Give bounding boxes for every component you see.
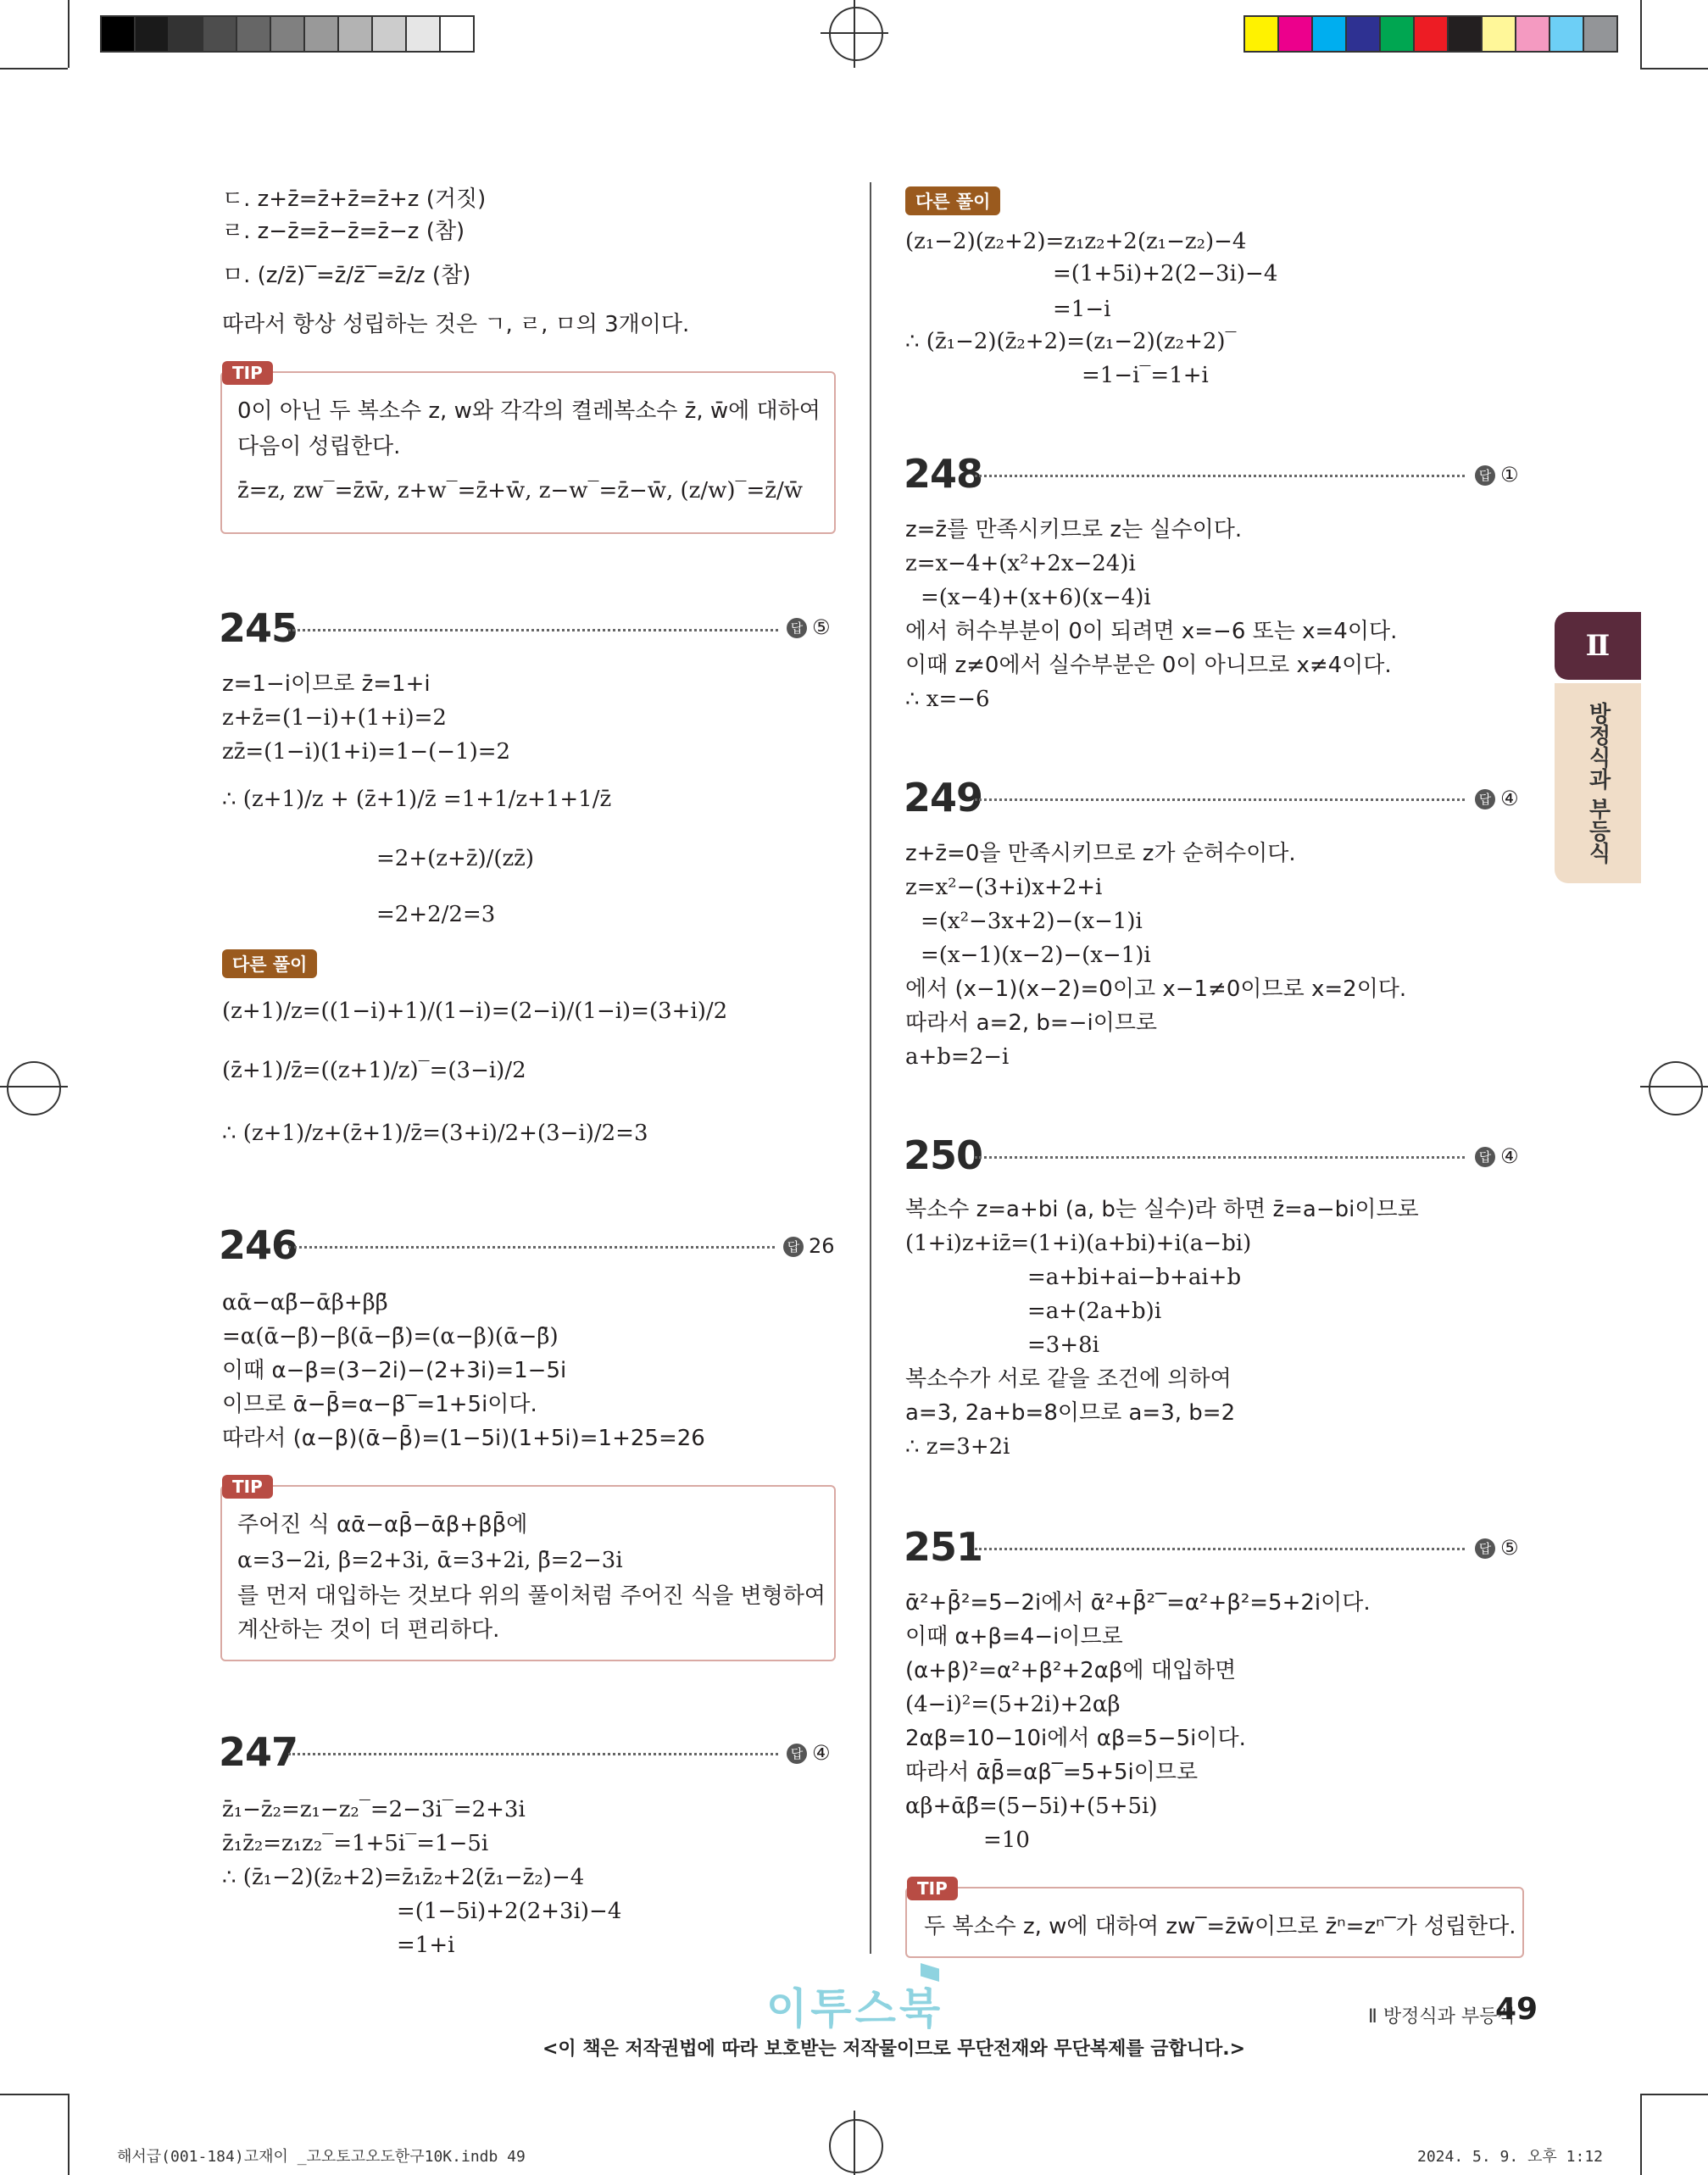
solution-line: ∴ z=3+2i <box>905 1434 1010 1460</box>
answer-value: ④ <box>1500 1144 1519 1168</box>
solution-line: =α(ᾱ−β̄)−β(ᾱ−β̄)=(α−β)(ᾱ−β̄) <box>222 1324 559 1349</box>
leader-dots <box>288 1753 778 1755</box>
registration-line <box>821 32 888 34</box>
footer-section: Ⅱ 방정식과 부등식 <box>1368 2006 1516 2028</box>
answer-value: ① <box>1500 463 1519 487</box>
problem-number: 250 <box>904 1132 983 1178</box>
answer-value: 26 <box>809 1234 835 1258</box>
solution-line: a+b=2−i <box>905 1044 1010 1070</box>
registration-mark <box>7 1061 61 1115</box>
tip-text: 를 먼저 대입하는 것보다 위의 풀이처럼 주어진 식을 변형하여 <box>237 1583 826 1609</box>
tip-text: 주어진 식 αᾱ−αβ̄−ᾱβ+ββ̄에 <box>237 1512 528 1538</box>
tip-text: 다음이 성립한다. <box>237 434 401 459</box>
publisher-logo: 이투스북 <box>766 1984 944 2033</box>
answer-value: ④ <box>1500 787 1519 810</box>
solution-line: z̄₁z̄₂=z₁z₂‾=1+5i‾=1−5i <box>222 1831 489 1856</box>
leader-dots <box>288 1246 775 1249</box>
tip-badge: TIP <box>222 1475 273 1499</box>
answer-value: ④ <box>812 1741 831 1765</box>
solution-line: 따라서 (α−β)(ᾱ−β̄)=(1−5i)(1+5i)=1+25=26 <box>222 1426 705 1451</box>
problem-number: 249 <box>904 775 983 820</box>
solution-line: =(1−5i)+2(2+3i)−4 <box>397 1899 622 1924</box>
solution-line: 이때 α+β=4−i이므로 <box>905 1624 1123 1649</box>
grayscale-calibration-bar <box>100 15 475 53</box>
solution-line: zz̄=(1−i)(1+i)=1−(−1)=2 <box>222 739 511 765</box>
crop-mark <box>1640 2094 1708 2095</box>
leader-dots <box>975 1156 1465 1159</box>
solution-line: 복소수 z=a+bi (a, b는 실수)라 하면 z̄=a−bi이므로 <box>905 1197 1419 1222</box>
intro-line-2: ㄹ. z−z̄=z̄−z̄=z̄−z (참) <box>222 219 465 244</box>
solution-line: =3+8i <box>1027 1332 1099 1358</box>
solution-line: =a+(2a+b)i <box>1027 1299 1162 1324</box>
answer-icon: 답 <box>1475 1538 1495 1559</box>
solution-line: 에서 허수부분이 0이 되려면 x=−6 또는 x=4이다. <box>905 619 1398 644</box>
crop-mark <box>1640 68 1708 70</box>
problem-number: 246 <box>219 1222 298 1268</box>
print-date: 2024. 5. 9. 오후 1:12 <box>1417 2148 1604 2166</box>
registration-line <box>854 2111 855 2175</box>
leader-dots <box>288 629 778 631</box>
crop-mark <box>1640 0 1642 68</box>
solution-line: 따라서 ᾱβ̄=αβ‾=5+5i이므로 <box>905 1760 1199 1785</box>
alt-solution-line: =1−i‾=1+i <box>1082 363 1209 388</box>
problem-number: 245 <box>219 605 298 651</box>
copyright-notice: <이 책은 저작권법에 따라 보호받는 저작물이므로 무단전재와 무단복제를 금합니다.> <box>542 2039 1246 2060</box>
solution-line: z̄₁−z̄₂=z₁−z₂‾=2−3i‾=2+3i <box>222 1797 526 1822</box>
answer-label <box>787 615 831 639</box>
intro-line-1: ㄷ. z+z̄=z̄+z̄=z̄+z (거짓) <box>222 186 487 212</box>
crop-mark <box>0 68 68 70</box>
crop-mark <box>68 2094 70 2175</box>
problem-number: 248 <box>904 451 983 497</box>
solution-line: z=x−4+(x²+2x−24)i <box>905 551 1136 576</box>
intro-line-3: ㅁ. (z/z̄)‾=z̄/z̄‾=z̄/z (참) <box>222 263 471 288</box>
solution-line: z=z̄를 만족시키므로 z는 실수이다. <box>905 517 1243 542</box>
solution-line: z=1−i이므로 z̄=1+i <box>222 671 431 697</box>
registration-mark <box>1649 1061 1703 1115</box>
solution-line: 2αβ=10−10i에서 αβ=5−5i이다. <box>905 1726 1246 1751</box>
solution-line: a=3, 2a+b=8이므로 a=3, b=2 <box>905 1400 1236 1426</box>
solution-line: =2+(z+z̄)/(zz̄) <box>376 846 535 871</box>
tip-formula: z̄̄=z, zw‾=z̄w̄, z+w‾=z̄+w̄, z−w‾=z̄−w̄, (z/w)‾=z̄/w̄ <box>237 478 804 503</box>
answer-label <box>1475 463 1519 487</box>
solution-line: ∴ (z̄₁−2)(z̄₂+2)=z̄₁z̄₂+2(z̄₁−z̄₂)−4 <box>222 1865 585 1890</box>
solution-line: ᾱ²+β̄²=5−2i에서 ᾱ²+β̄²‾=α²+β²=5+2i이다. <box>905 1590 1371 1616</box>
solution-line: z=x²−(3+i)x+2+i <box>905 875 1103 900</box>
solution-line: 이때 z≠0에서 실수부분은 0이 아니므로 x≠4이다. <box>905 653 1392 678</box>
solution-line: ∴ x=−6 <box>905 687 990 712</box>
answer-value: ⑤ <box>812 615 831 639</box>
chapter-tab-roman: Ⅱ <box>1555 612 1641 680</box>
tip-badge: TIP <box>222 361 273 385</box>
solution-line: ∴ (z+1)/z + (z̄+1)/z̄ =1+1/z+1+1/z̄ <box>222 787 612 812</box>
answer-icon: 답 <box>787 1744 807 1764</box>
registration-line <box>0 1086 68 1088</box>
chapter-tab-label: 방정식과 부등식 <box>1555 683 1641 883</box>
answer-icon: 답 <box>1475 465 1495 486</box>
solution-line: 복소수가 서로 같을 조건에 의하여 <box>905 1366 1232 1392</box>
alt-solution-line: (z̄+1)/z̄=((z+1)/z)‾=(3−i)/2 <box>222 1058 526 1083</box>
page-number: 49 <box>1495 1992 1538 2027</box>
answer-label <box>787 1741 831 1765</box>
answer-label <box>1475 1144 1519 1168</box>
tip-badge: TIP <box>907 1877 958 1900</box>
color-calibration-bar <box>1243 15 1618 53</box>
answer-label <box>783 1234 835 1258</box>
alt-solution-line: (z₁−2)(z₂+2)=z₁z₂+2(z₁−z₂)−4 <box>905 229 1247 254</box>
answer-label <box>1475 1536 1519 1560</box>
solution-line: =2+2/2=3 <box>376 902 496 927</box>
crop-mark <box>1640 2094 1642 2175</box>
solution-line: 에서 (x−1)(x−2)=0이고 x−1≠0이므로 x=2이다. <box>905 976 1407 1002</box>
alt-solution-badge: 다른 풀이 <box>222 949 317 978</box>
tip-text: α=3−2i, β=2+3i, ᾱ=3+2i, β̄=2−3i <box>237 1548 623 1573</box>
alt-solution-line: =(1+5i)+2(2−3i)−4 <box>1053 261 1278 286</box>
solution-line: (1+i)z+iz̄=(1+i)(a+bi)+i(a−bi) <box>905 1231 1252 1256</box>
solution-line: =(x−4)+(x+6)(x−4)i <box>921 585 1151 610</box>
alt-solution-line: =1−i <box>1053 297 1111 322</box>
column-divider <box>870 182 871 1954</box>
tip-text: 0이 아닌 두 복소수 z, w와 각각의 켤레복소수 z̄, w̄에 대하여 <box>237 398 821 424</box>
registration-line <box>1640 1086 1708 1088</box>
solution-line: (4−i)²=(5+2i)+2αβ <box>905 1692 1121 1717</box>
solution-line: 이때 α−β=(3−2i)−(2+3i)=1−5i <box>222 1358 567 1383</box>
registration-mark <box>829 7 883 61</box>
crop-mark <box>0 2094 68 2095</box>
tip-text: 계산하는 것이 더 편리하다. <box>237 1617 500 1643</box>
answer-icon: 답 <box>783 1237 804 1257</box>
solution-line: 이므로 ᾱ−β̄=α−β‾=1+5i이다. <box>222 1392 537 1417</box>
leader-dots <box>975 798 1465 801</box>
solution-line: z+z̄=0을 만족시키므로 z가 순허수이다. <box>905 841 1296 866</box>
registration-line <box>854 0 855 68</box>
solution-line: 따라서 a=2, b=−i이므로 <box>905 1010 1158 1036</box>
print-file-info: 해서급(001-184)고재이 _고오토고오도한구10K.indb 49 <box>117 2148 526 2166</box>
leader-dots <box>975 475 1465 477</box>
problem-number: 251 <box>904 1524 983 1570</box>
solution-line: z+z̄=(1−i)+(1+i)=2 <box>222 705 447 731</box>
intro-conclusion: 따라서 항상 성립하는 것은 ㄱ, ㄹ, ㅁ의 3개이다. <box>222 312 690 337</box>
registration-mark <box>829 2119 883 2173</box>
answer-icon: 답 <box>1475 1147 1495 1167</box>
answer-value: ⑤ <box>1500 1536 1519 1560</box>
answer-label <box>1475 787 1519 810</box>
tip-text: 두 복소수 z, w에 대하여 zw‾=z̄w̄이므로 z̄ⁿ=zⁿ‾가 성립한다. <box>924 1914 1516 1939</box>
alt-solution-badge: 다른 풀이 <box>905 186 1000 215</box>
solution-line: =(x−1)(x−2)−(x−1)i <box>921 943 1151 968</box>
answer-icon: 답 <box>787 618 807 638</box>
leader-dots <box>975 1548 1465 1550</box>
solution-line: (α+β)²=α²+β²+2αβ에 대입하면 <box>905 1658 1237 1683</box>
alt-solution-line: ∴ (z̄₁−2)(z̄₂+2)=(z₁−2)(z₂+2)‾ <box>905 329 1237 354</box>
alt-solution-line: ∴ (z+1)/z+(z̄+1)/z̄=(3+i)/2+(3−i)/2=3 <box>222 1121 648 1146</box>
problem-number: 247 <box>219 1729 298 1775</box>
solution-line: =10 <box>983 1827 1030 1853</box>
solution-line: αβ+ᾱβ̄=(5−5i)+(5+5i) <box>905 1794 1158 1819</box>
answer-icon: 답 <box>1475 789 1495 809</box>
solution-line: =a+bi+ai−b+ai+b <box>1027 1265 1242 1290</box>
crop-mark <box>68 0 70 68</box>
alt-solution-line: (z+1)/z=((1−i)+1)/(1−i)=(2−i)/(1−i)=(3+i)/2 <box>222 998 728 1024</box>
solution-line: =1+i <box>397 1933 455 1958</box>
solution-line: αᾱ−αβ̄−ᾱβ+ββ̄ <box>222 1290 388 1316</box>
solution-line: =(x²−3x+2)−(x−1)i <box>921 909 1143 934</box>
